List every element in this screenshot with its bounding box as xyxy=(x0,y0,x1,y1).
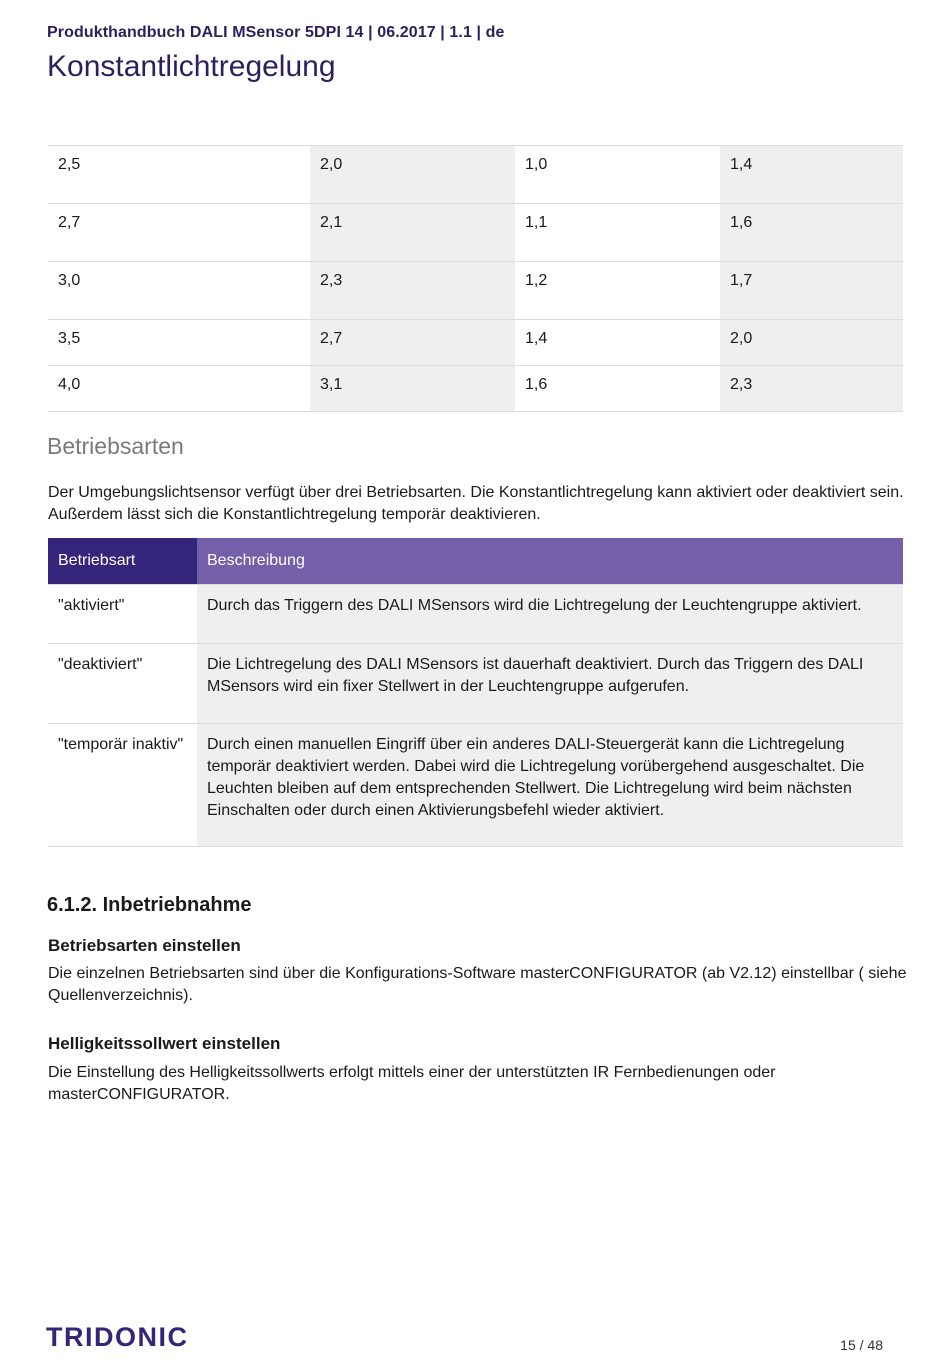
table-cell: 1,0 xyxy=(515,146,720,204)
column-header-mode: Betriebsart xyxy=(48,538,197,584)
chapter-title: Konstantlichtregelung xyxy=(47,50,336,83)
table-header-row xyxy=(48,538,903,584)
table-row xyxy=(48,366,903,412)
section-title-betriebsarten: Betriebsarten xyxy=(47,433,184,459)
subsection-title-inbetriebnahme: 6.1.2. Inbetriebnahme xyxy=(47,894,252,916)
table-cell: 2,3 xyxy=(310,262,515,320)
table-cell: 2,5 xyxy=(48,146,310,204)
mode-name-cell: "temporär inaktiv" xyxy=(48,723,197,846)
table-row xyxy=(48,643,903,723)
table-cell: 1,1 xyxy=(515,204,720,262)
heading-helligkeitssollwert: Helligkeitssollwert einstellen xyxy=(48,1034,281,1053)
modes-table xyxy=(48,538,903,847)
mode-description-cell: Durch einen manuellen Eingriff über ein anderes DALI-Steuergerät kann die Lichtregelung temporär deaktiviert werden. Dabei wird die Lichtregelung vorübergehend ausgeschaltet. Die Leuchten bleiben auf dem entsprechenden Stellwert. Die Lichtregelung wird beim nächsten Einschalten oder durch einen Aktivierungsbefehl wieder aktiviert. xyxy=(197,723,903,846)
paragraph-betriebsarten-einstellen: Die einzelnen Betriebsarten sind über die Konfigurations-Software masterCONFIGURATOR (ab V2.12) einstellbar ( siehe Quellenverzeichnis). xyxy=(48,965,907,1004)
table-cell: 1,2 xyxy=(515,262,720,320)
table-cell: 1,4 xyxy=(720,146,903,204)
intro-paragraph: Der Umgebungslichtsensor verfügt über drei Betriebsarten. Die Konstantlichtregelung kann aktiviert oder deaktiviert sein. Außerdem lässt sich die Konstantlichtregelung temporär deaktivieren. xyxy=(48,484,904,523)
table-cell: 1,4 xyxy=(515,320,720,366)
table-cell: 2,1 xyxy=(310,204,515,262)
table-cell: 3,5 xyxy=(48,320,310,366)
table-row xyxy=(48,262,903,320)
table-cell: 1,6 xyxy=(720,204,903,262)
table-cell: 2,7 xyxy=(310,320,515,366)
paragraph-helligkeitssollwert: Die Einstellung des Helligkeitssollwerts erfolgt mittels einer der unterstützten IR Fernbedienungen oder masterCONFIGURATOR. xyxy=(48,1064,776,1103)
column-header-description: Beschreibung xyxy=(197,538,903,584)
value-table xyxy=(48,145,903,412)
table-cell: 2,0 xyxy=(310,146,515,204)
table-row xyxy=(48,320,903,366)
table-cell: 3,1 xyxy=(310,366,515,412)
table-cell: 4,0 xyxy=(48,366,310,412)
table-cell: 2,7 xyxy=(48,204,310,262)
document-header-line: Produkthandbuch DALI MSensor 5DPI 14 | 06.2017 | 1.1 | de xyxy=(47,24,505,41)
table-cell: 1,6 xyxy=(515,366,720,412)
table-row xyxy=(48,584,903,643)
mode-name-cell: "aktiviert" xyxy=(48,584,197,643)
mode-description-cell: Durch das Triggern des DALI MSensors wird die Lichtregelung der Leuchtengruppe aktiviert. xyxy=(197,584,903,643)
table-row xyxy=(48,146,903,204)
table-row xyxy=(48,723,903,846)
mode-name-cell: "deaktiviert" xyxy=(48,643,197,723)
table-cell: 2,3 xyxy=(720,366,903,412)
tridonic-logo: TRIDONIC xyxy=(46,1322,189,1352)
table-cell: 2,0 xyxy=(720,320,903,366)
table-cell: 3,0 xyxy=(48,262,310,320)
table-row xyxy=(48,204,903,262)
heading-betriebsarten-einstellen: Betriebsarten einstellen xyxy=(48,936,241,955)
mode-description-cell: Die Lichtregelung des DALI MSensors ist dauerhaft deaktiviert. Durch das Triggern des DALI MSensors wird ein fixer Stellwert in der Leuchtengruppe aufgerufen. xyxy=(197,643,903,723)
table-cell: 1,7 xyxy=(720,262,903,320)
page-number: 15 / 48 xyxy=(840,1337,883,1353)
